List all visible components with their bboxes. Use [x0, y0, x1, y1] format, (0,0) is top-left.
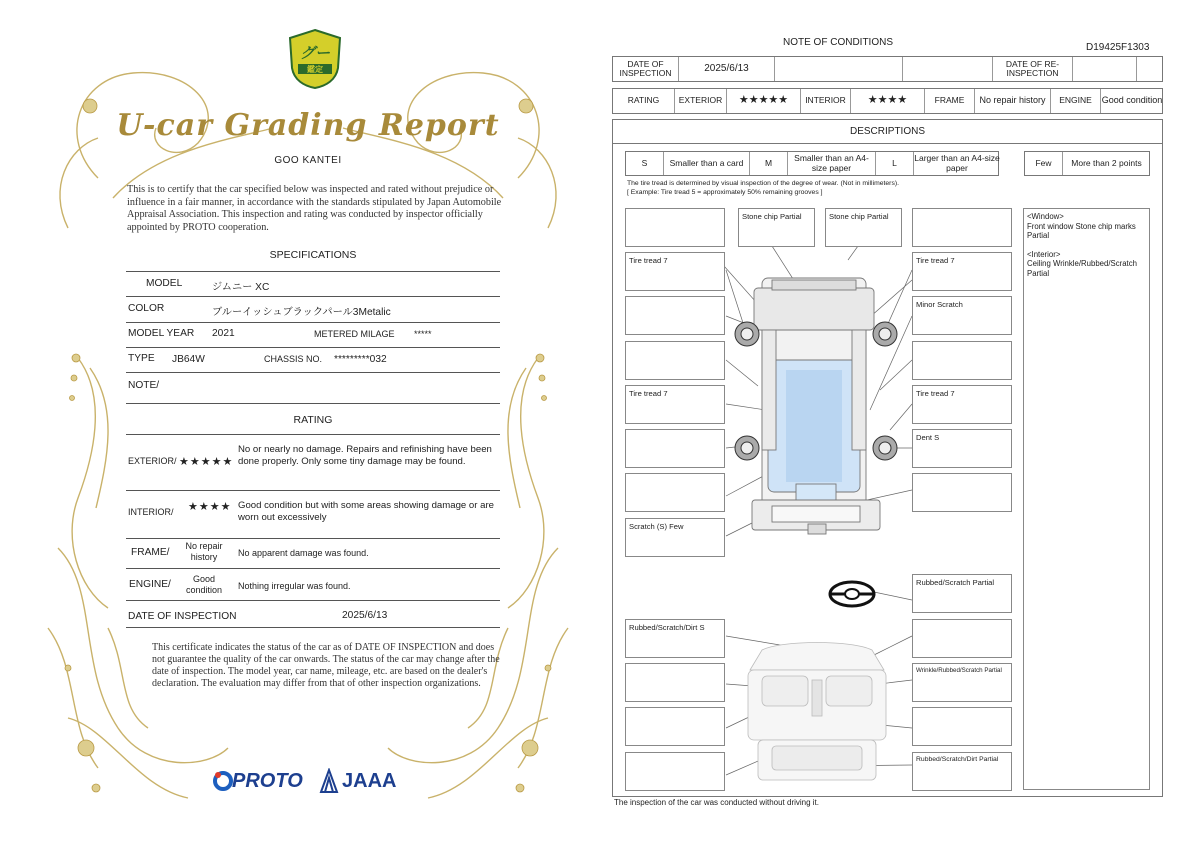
note-box	[912, 663, 1012, 702]
frame-value: No repair history	[185, 541, 223, 562]
note-box	[625, 707, 725, 746]
note-box	[625, 385, 725, 424]
interior-label: INTERIOR	[801, 89, 851, 113]
color-value: ブルーイッシュブラックパール3Metalic	[212, 307, 391, 318]
goo-kantei-logo-icon	[286, 28, 344, 90]
conditions-footer: The inspection of the car was conducted without driving it.	[614, 798, 819, 807]
report-subtitle: GOO KANTEI	[274, 155, 342, 166]
rating-label: RATING	[613, 89, 675, 113]
engine-value: Good condition	[185, 574, 223, 595]
size-legend	[625, 151, 999, 176]
note-box	[625, 429, 725, 468]
document-id: D19425F1303	[1086, 42, 1150, 53]
frame-label: FRAME	[925, 89, 975, 113]
certificate-footer: This certificate indicates the status of the car as of DATE OF INSPECTION and does not guarantee the quality of the car onwards. The status of the car may change after the date of inspection. The model year, car name, mileage, etc. are based on the dealer's declaration. The evaluation may differ from that of other inspection organizations.	[152, 642, 500, 689]
dates-row	[612, 56, 1163, 82]
date-of-inspection-label: DATE OF INSPECTION	[128, 611, 237, 622]
note-label: Rubbed/Scratch Partial	[916, 578, 995, 587]
note-box	[912, 208, 1012, 247]
svg-text:鑑定: 鑑定	[307, 65, 323, 74]
note-box	[912, 752, 1012, 791]
model-year-value: 2021	[212, 328, 235, 339]
few-label: Few	[1025, 152, 1063, 175]
legend-s-desc: Smaller than a card	[664, 152, 750, 175]
note-label: Dent S	[916, 433, 940, 442]
tire-note-1: The tire tread is determined by visual inspection of the degree of wear. (Not in millimeters).	[627, 180, 899, 187]
jaaa-logo-icon	[319, 768, 339, 794]
note-label: Tire tread 7	[916, 389, 955, 398]
note-label: Stone chip Partial	[742, 212, 802, 221]
exterior-label: EXTERIOR	[675, 89, 727, 113]
rating-heading: RATING	[293, 414, 333, 426]
frame-label: FRAME/	[131, 547, 170, 558]
jaaa-brand: JAAA	[342, 770, 397, 792]
description-panel	[1023, 208, 1150, 790]
chassis-value: *********032	[334, 354, 387, 365]
note-box	[912, 341, 1012, 380]
interior-stars: ★★★★	[851, 89, 925, 113]
note-box	[912, 296, 1012, 335]
note-label: Stone chip Partial	[829, 212, 889, 221]
model-value: ジムニー XC	[212, 282, 270, 293]
interior-heading: <Interior>	[1027, 249, 1061, 259]
few-desc: More than 2 points	[1071, 157, 1142, 168]
note-label: Tire tread 7	[916, 256, 955, 265]
frame-value: No repair history	[975, 89, 1051, 113]
few-legend	[1024, 151, 1150, 176]
engine-label: ENGINE/	[129, 579, 171, 590]
exterior-description: No or nearly no damage. Repairs and refinishing have been done properly. Only some tiny damage may be found.	[238, 444, 492, 467]
legend-m-code: M	[750, 152, 788, 175]
note-label: Tire tread 7	[629, 256, 668, 265]
note-box	[625, 341, 725, 380]
date-of-inspection-value: 2025/6/13	[342, 610, 388, 621]
note-box	[912, 473, 1012, 512]
note-box	[625, 252, 725, 291]
legend-m-desc: Smaller than an A4-size paper	[788, 152, 876, 175]
note-box	[625, 619, 725, 658]
chassis-label: CHASSIS NO.	[264, 354, 323, 364]
type-label: TYPE	[128, 353, 155, 364]
note-box	[625, 208, 725, 247]
legend-l-code: L	[876, 152, 914, 175]
note-label: Tire tread 7	[629, 389, 668, 398]
model-label: MODEL	[146, 278, 183, 289]
note-box	[912, 252, 1012, 291]
engine-description: Nothing irregular was found.	[238, 581, 351, 591]
interior-text: Ceiling Wrinkle/Rubbed/Scratch Partial	[1027, 259, 1137, 278]
note-box	[625, 296, 725, 335]
note-label: Minor Scratch	[916, 300, 963, 309]
tire-note-2: [ Example: Tire tread 5 = approximately 50% remaining grooves ]	[627, 189, 823, 196]
date-of-inspection-value: 2025/6/13	[679, 57, 775, 81]
note-box	[912, 574, 1012, 613]
interior-label: INTERIOR/	[128, 507, 174, 517]
certificate-intro: This is to certify that the car specified below was inspected and rated without prejudice or influence in a fair manner, in accordance with the standards stipulated by Japan Automobile Appraisal Association. This inspection and rating was conducted by inspector officially appointed by PROTO cooperation.	[127, 184, 502, 233]
legend-s-code: S	[626, 152, 664, 175]
engine-value: Good condition	[1101, 95, 1163, 106]
exterior-label: EXTERIOR/	[128, 456, 177, 466]
descriptions-heading: DESCRIPTIONS	[849, 126, 925, 137]
rating-row	[612, 88, 1163, 114]
interior-stars: ★★★★	[188, 501, 232, 513]
note-box	[625, 518, 725, 557]
note-box	[738, 208, 815, 247]
note-label: NOTE/	[128, 380, 160, 391]
mileage-label: METERED MILAGE	[314, 329, 395, 339]
proto-logo-icon	[212, 770, 234, 792]
color-label: COLOR	[128, 303, 165, 314]
note-box	[625, 752, 725, 791]
note-box	[625, 663, 725, 702]
note-box	[912, 429, 1012, 468]
exterior-stars: ★★★★★	[179, 456, 234, 468]
note-label: Scratch (S) Few	[629, 522, 684, 531]
note-label: Rubbed/Scratch/Dirt S	[629, 623, 705, 632]
report-title: U-car Grading Report	[116, 108, 500, 143]
window-text: Front window Stone chip marks Partial	[1027, 221, 1136, 240]
mileage-value: *****	[414, 329, 432, 339]
grading-certificate	[38, 28, 578, 820]
engine-label: ENGINE	[1051, 89, 1101, 113]
note-box	[625, 473, 725, 512]
note-box	[912, 707, 1012, 746]
frame-description: No apparent damage was found.	[238, 548, 369, 558]
note-label: Wrinkle/Rubbed/Scratch Partial	[916, 667, 1002, 674]
type-value: JB64W	[172, 354, 205, 365]
interior-description: Good condition but with some areas showing damage or are worn out excessively	[238, 500, 494, 523]
specifications-heading: SPECIFICATIONS	[269, 249, 357, 261]
model-year-label: MODEL YEAR	[128, 328, 195, 339]
exterior-stars: ★★★★★	[727, 89, 801, 113]
note-box	[825, 208, 902, 247]
reinspection-label: DATE OF RE-INSPECTION	[993, 57, 1073, 81]
legend-l-desc: Larger than an A4-size paper	[914, 153, 1000, 173]
conditions-title: NOTE OF CONDITIONS	[783, 37, 893, 48]
note-label: Rubbed/Scratch/Dirt Partial	[916, 756, 999, 763]
date-of-inspection-label: DATE OF INSPECTION	[613, 57, 679, 81]
note-box	[912, 385, 1012, 424]
window-heading: <Window>	[1027, 212, 1064, 221]
proto-brand: PROTO	[232, 770, 303, 792]
svg-text:グー: グー	[299, 44, 331, 62]
note-box	[912, 619, 1012, 658]
